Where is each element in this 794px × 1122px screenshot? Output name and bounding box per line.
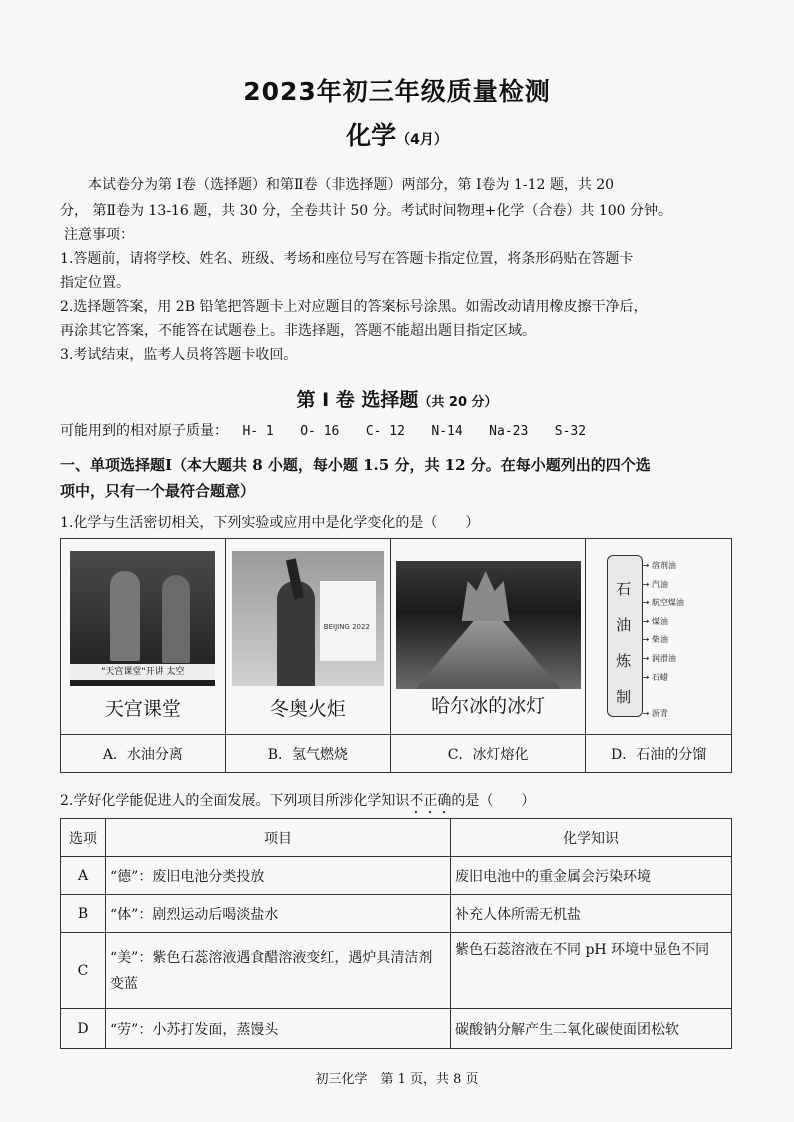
product-6: → 润滑油 bbox=[642, 653, 676, 663]
masses-label: 可能用到的相对原子质量： bbox=[60, 423, 228, 439]
q2-row-b-opt: B bbox=[61, 895, 106, 933]
q1-image-b bbox=[225, 539, 390, 735]
notice-3: 3.考试结束，监考人员将答题卡收回。 bbox=[60, 347, 298, 363]
q2-stem-emphasis: 不正确 bbox=[409, 793, 452, 809]
exam-title: 2023年初三年级质量检测 bbox=[243, 77, 551, 106]
q2-row-d-opt: D bbox=[61, 1009, 106, 1049]
mass-n: N-14 bbox=[431, 424, 463, 439]
q2-row-b-item: “体”：剧烈运动后喝淡盐水 bbox=[106, 895, 451, 933]
q2-row-d-knowledge: 碳酸钠分解产生二氧化碳使面团松软 bbox=[451, 1009, 732, 1049]
notice-2: 2.选择题答案，用 2B 铅笔把答题卡上对应题目的答案标号涂黑。如需改动请用橡皮擦干净后， bbox=[60, 299, 648, 315]
q2-header-option: 选项 bbox=[61, 819, 106, 857]
notice-1-cont: 指定位置。 bbox=[60, 275, 130, 291]
subject-title bbox=[0, 116, 794, 152]
mass-h: H- 1 bbox=[242, 424, 274, 439]
q2-row-c-opt: C bbox=[61, 933, 106, 1009]
q2-row-a bbox=[61, 857, 732, 895]
product-3: → 航空煤油 bbox=[642, 598, 684, 608]
ice-lantern-photo bbox=[396, 561, 581, 689]
torch-photo bbox=[232, 551, 384, 686]
q1-image-a-caption: 天宫课堂 bbox=[104, 698, 181, 720]
tower-char-4: 制 bbox=[616, 688, 632, 706]
q1-image-c bbox=[390, 539, 585, 735]
intro-line-2: 分， 第Ⅱ卷为 13-16 题，共 30 分，全卷共计 50 分。考试时间物理+化学（合卷）共 100 分钟。 bbox=[60, 203, 673, 219]
mass-s: S-32 bbox=[554, 424, 587, 439]
mass-o: O- 16 bbox=[300, 424, 340, 439]
product-8: → 沥青 bbox=[642, 709, 668, 719]
q2-header-knowledge: 化学知识 bbox=[451, 819, 732, 857]
tiangong-banner: "天宫课堂"开讲 太空 bbox=[70, 664, 215, 680]
q1-stem: 1.化学与生活密切相关，下列实验或应用中是化学变化的是（ ） bbox=[60, 515, 480, 531]
section-note: （共 20 分） bbox=[418, 395, 498, 410]
q2-row-a-knowledge: 废旧电池中的重金属会污染环境 bbox=[451, 857, 732, 895]
q2-row-b bbox=[61, 895, 732, 933]
distillation-diagram bbox=[589, 547, 729, 727]
part1-heading-2: 项中，只有一个最符合题意） bbox=[60, 482, 256, 500]
q2-row-c-item: “美”：紫色石蕊溶液遇食醋溶液变红，遇炉具清洁剂变蓝 bbox=[106, 933, 451, 1009]
q2-row-d bbox=[61, 1009, 732, 1049]
q1-option-d: D．石油的分馏 bbox=[586, 735, 732, 773]
atomic-masses bbox=[60, 420, 608, 440]
q1-image-b-caption: 冬奥火炬 bbox=[269, 698, 346, 720]
q2-table bbox=[60, 818, 732, 1049]
part1-heading-1: 一、单项选择题Ⅰ（本大题共 8 小题，每小题 1.5 分，共 12 分。在每小题列出的四个选 bbox=[60, 456, 651, 474]
notice-2-cont: 再涂其它答案，不能答在试题卷上。非选择题，答题不能超出题目指定区域。 bbox=[60, 323, 536, 339]
q2-row-c bbox=[61, 933, 732, 1009]
subject-name: 化学 bbox=[346, 121, 397, 150]
q2-header-item: 项目 bbox=[106, 819, 451, 857]
q1-image-a bbox=[61, 539, 226, 735]
tower-char-1: 石 bbox=[616, 580, 632, 598]
q1-option-b: B．氢气燃烧 bbox=[225, 735, 390, 773]
q2-row-b-knowledge: 补充人体所需无机盐 bbox=[451, 895, 732, 933]
section-title bbox=[0, 385, 794, 412]
q2-row-d-item: “劳”：小苏打发面，蒸馒头 bbox=[106, 1009, 451, 1049]
product-5: → 柴油 bbox=[642, 635, 668, 645]
q1-image-d bbox=[586, 539, 732, 735]
q2-row-a-item: “德”：废旧电池分类投放 bbox=[106, 857, 451, 895]
q1-image-c-caption: 哈尔冰的冰灯 bbox=[431, 695, 546, 717]
section-title-text: 第 Ⅰ 卷 选择题 bbox=[296, 389, 419, 411]
product-4: → 煤油 bbox=[642, 616, 668, 626]
q2-stem bbox=[60, 790, 535, 817]
q1-option-a: A．水油分离 bbox=[61, 735, 226, 773]
mass-c: C- 12 bbox=[365, 424, 405, 439]
product-1: → 溶剂油 bbox=[642, 561, 676, 570]
product-2: → 汽油 bbox=[642, 579, 668, 589]
tower-char-2: 油 bbox=[616, 616, 632, 634]
q1-option-c: C．冰灯熔化 bbox=[390, 735, 585, 773]
q2-row-c-knowledge: 紫色石蕊溶液在不同 pH 环境中显色不同 bbox=[451, 933, 732, 1009]
mass-na: Na-23 bbox=[489, 424, 529, 439]
tiangong-photo bbox=[70, 551, 215, 686]
q2-stem-after: 的是（ ） bbox=[451, 793, 536, 809]
torch-logo-text: BEIJING 2022 bbox=[323, 623, 370, 631]
notice-heading: 注意事项： bbox=[64, 227, 134, 243]
q2-row-a-opt: A bbox=[61, 857, 106, 895]
notice-1: 1.答题前，请将学校、姓名、班级、考场和座位号写在答题卡指定位置，将条形码贴在答题卡 bbox=[60, 251, 634, 267]
q1-options-table bbox=[60, 538, 732, 773]
product-7: → 石蜡 bbox=[642, 672, 668, 682]
intro-line-1: 本试卷分为第 Ⅰ卷（选择题）和第Ⅱ卷（非选择题）两部分，第 Ⅰ卷为 1-12 题，共 20 bbox=[88, 177, 615, 193]
tower-char-3: 炼 bbox=[616, 652, 632, 670]
q2-stem-before: 2.学好化学能促进人的全面发展。下列项目所涉化学知识 bbox=[60, 793, 410, 809]
subject-note: （4月） bbox=[396, 132, 448, 148]
page-footer: 初三化学 第 1 页，共 8 页 bbox=[315, 1072, 479, 1087]
